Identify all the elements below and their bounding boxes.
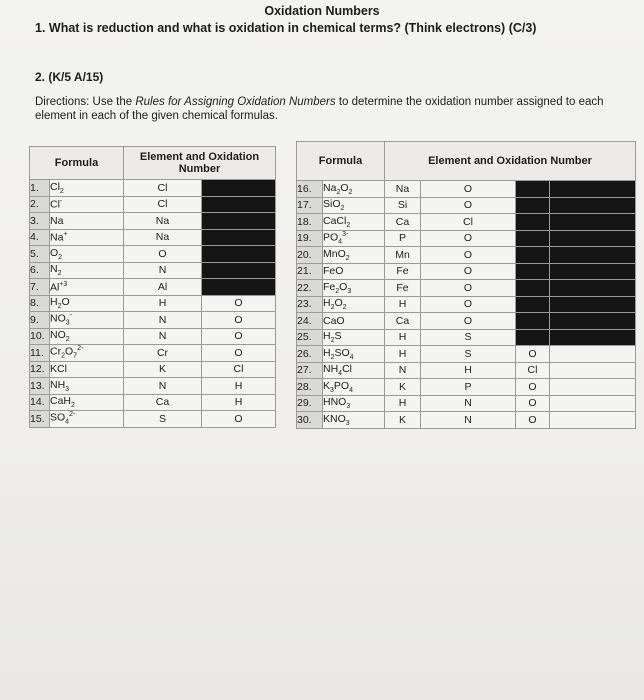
formula-sub2: 2 bbox=[348, 188, 353, 196]
row-number: 18. bbox=[297, 214, 323, 231]
table-row bbox=[30, 328, 276, 345]
row-number: 30. bbox=[297, 412, 323, 429]
element-cell[interactable]: N bbox=[124, 328, 202, 345]
element-cell[interactable]: O bbox=[421, 247, 516, 264]
formula-cell bbox=[323, 362, 385, 379]
formula-sub: 2 bbox=[336, 188, 341, 196]
formula-base: SO bbox=[50, 411, 66, 424]
formula-cell bbox=[323, 214, 385, 231]
table-header-row bbox=[297, 142, 636, 181]
formula-cell bbox=[50, 394, 124, 411]
element-cell[interactable]: Fe bbox=[385, 263, 421, 280]
row-number: 17. bbox=[297, 197, 323, 214]
blocked-cell bbox=[202, 229, 276, 246]
element-cell[interactable]: O bbox=[202, 345, 276, 362]
element-cell[interactable]: Cl bbox=[124, 196, 202, 213]
formula-cell bbox=[50, 213, 124, 230]
blocked-cell bbox=[516, 181, 550, 198]
formula-sup: 2- bbox=[77, 345, 84, 353]
formula-sub: 2 bbox=[340, 205, 345, 213]
blocked-cell bbox=[202, 196, 276, 213]
element-cell[interactable]: Cl bbox=[202, 361, 276, 378]
element-cell[interactable]: Fe bbox=[385, 280, 421, 297]
element-cell[interactable]: O bbox=[202, 411, 276, 428]
formula-cell bbox=[50, 279, 124, 296]
element-cell[interactable]: N bbox=[421, 395, 516, 412]
table-row bbox=[30, 361, 276, 378]
element-cell[interactable]: Al bbox=[124, 279, 202, 296]
formula-base: Fe bbox=[323, 280, 336, 293]
formula-base: HNO bbox=[323, 396, 347, 409]
element-cell[interactable]: Si bbox=[385, 197, 421, 214]
question-1: 1. What is reduction and what is oxidation in chemical terms? (Think electrons) (C/3) bbox=[35, 21, 537, 35]
element-cell[interactable]: Ca bbox=[124, 394, 202, 411]
formula-sub: 2 bbox=[335, 287, 340, 295]
element-cell[interactable]: H bbox=[385, 296, 421, 313]
table-row bbox=[297, 197, 636, 214]
element-cell[interactable]: N bbox=[385, 362, 421, 379]
row-number: 14. bbox=[30, 394, 50, 411]
element-cell[interactable]: H bbox=[202, 394, 276, 411]
table-row bbox=[297, 247, 636, 264]
table-row bbox=[297, 412, 636, 429]
table-row bbox=[30, 279, 276, 296]
directions-prefix: Directions: Use the bbox=[35, 96, 136, 108]
element-cell[interactable]: S bbox=[124, 411, 202, 428]
blocked-cell bbox=[516, 230, 550, 247]
formula-cell bbox=[50, 345, 124, 362]
element-cell[interactable]: O bbox=[202, 312, 276, 329]
formula-cell bbox=[50, 180, 124, 197]
table-header-row bbox=[30, 147, 276, 180]
row-number: 25. bbox=[297, 329, 323, 346]
element-cell[interactable]: H bbox=[385, 395, 421, 412]
element-cell[interactable]: H bbox=[421, 362, 516, 379]
element-cell[interactable]: O bbox=[202, 328, 276, 345]
blocked-cell bbox=[516, 197, 550, 214]
element-cell[interactable]: O bbox=[516, 395, 550, 412]
blocked-cell bbox=[550, 263, 636, 280]
table-row bbox=[297, 329, 636, 346]
row-number: 13. bbox=[30, 378, 50, 395]
formula-base: Al bbox=[50, 281, 60, 293]
row-number: 24. bbox=[297, 313, 323, 330]
formula-base2: PO bbox=[333, 379, 350, 392]
element-cell[interactable]: N bbox=[124, 312, 202, 329]
formula-sub2: 3 bbox=[347, 287, 352, 295]
formula-sub: 2 bbox=[57, 303, 62, 311]
formula-base: Na bbox=[50, 214, 64, 227]
element-cell[interactable]: Cl bbox=[421, 214, 516, 231]
formula-sub: 2 bbox=[345, 254, 350, 262]
blocked-cell bbox=[516, 280, 550, 297]
formula-cell bbox=[50, 361, 124, 378]
element-cell[interactable]: O bbox=[421, 230, 516, 247]
formula-base: H bbox=[323, 346, 331, 359]
blocked-cell bbox=[202, 262, 276, 279]
table-row bbox=[30, 394, 276, 411]
table-row bbox=[30, 213, 276, 230]
table-row bbox=[297, 181, 636, 198]
blocked-cell bbox=[202, 213, 276, 230]
formula-sub: 2 bbox=[61, 353, 65, 361]
directions-rules-title: Rules for Assigning Oxidation Numbers bbox=[135, 96, 336, 108]
row-number: 11. bbox=[30, 345, 50, 362]
table-row bbox=[297, 214, 636, 231]
formula-base: Na bbox=[323, 181, 337, 194]
formula-sub: 3 bbox=[65, 320, 70, 328]
formula-base: NO bbox=[50, 312, 66, 325]
formula-sup: 3- bbox=[342, 230, 349, 238]
table-row bbox=[30, 411, 276, 428]
blocked-cell bbox=[550, 230, 636, 247]
table-row bbox=[30, 378, 276, 395]
formula-base: H bbox=[50, 296, 58, 309]
row-number: 20. bbox=[297, 247, 323, 264]
formula-sub: 4 bbox=[338, 370, 343, 378]
oxidation-table-right bbox=[296, 141, 636, 429]
formula-base: MnO bbox=[323, 247, 346, 260]
formula-base2: O bbox=[334, 297, 343, 310]
page-title: Oxidation Numbers bbox=[264, 4, 380, 18]
element-cell[interactable]: Na bbox=[385, 181, 421, 198]
formula-base: NH bbox=[50, 378, 66, 391]
formula-sub: 3 bbox=[65, 385, 70, 393]
blocked-cell bbox=[202, 279, 276, 296]
formula-cell bbox=[50, 262, 124, 279]
formula-cell bbox=[323, 329, 385, 346]
formula-cell bbox=[50, 229, 124, 246]
element-cell[interactable]: K bbox=[385, 412, 421, 429]
row-number: 1. bbox=[30, 180, 50, 197]
table-row bbox=[30, 229, 276, 246]
formula-base: O bbox=[50, 246, 59, 259]
formula-sub: 2 bbox=[57, 270, 62, 278]
element-cell[interactable]: K bbox=[385, 379, 421, 396]
element-cell[interactable]: Na bbox=[124, 213, 202, 230]
blocked-cell bbox=[516, 263, 550, 280]
formula-base: Cr bbox=[50, 345, 62, 358]
formula-sub: 2 bbox=[346, 221, 351, 229]
formula-sub2: 2 bbox=[342, 304, 347, 312]
blocked-cell bbox=[550, 197, 636, 214]
element-cell[interactable]: P bbox=[421, 379, 516, 396]
element-cell[interactable]: S bbox=[421, 329, 516, 346]
oxidation-table-left bbox=[29, 146, 276, 428]
formula-sub2: 4 bbox=[349, 386, 353, 394]
formula-base: Cl bbox=[50, 198, 60, 211]
formula-base: CaCl bbox=[323, 214, 347, 227]
row-number: 15. bbox=[30, 411, 50, 428]
row-number: 12. bbox=[30, 361, 50, 378]
directions-suffix: to determine the oxidation number assigned to each element in each of the given chemical formulas. bbox=[35, 96, 604, 122]
table-row bbox=[297, 379, 636, 396]
blocked-cell bbox=[516, 247, 550, 264]
formula-sub: 2 bbox=[58, 253, 63, 261]
formula-cell bbox=[323, 263, 385, 280]
element-cell[interactable]: Cr bbox=[124, 345, 202, 362]
blocked-cell bbox=[516, 214, 550, 231]
answer-cell[interactable] bbox=[550, 346, 636, 363]
formula-base: Cl bbox=[50, 180, 60, 193]
table-row bbox=[30, 312, 276, 329]
element-cell[interactable]: Mn bbox=[385, 247, 421, 264]
formula-sub2: 4 bbox=[349, 353, 354, 361]
blocked-cell bbox=[550, 329, 636, 346]
formula-base: PO bbox=[323, 231, 339, 244]
row-number: 6. bbox=[30, 262, 50, 279]
formula-cell bbox=[323, 181, 385, 198]
element-cell[interactable]: K bbox=[124, 361, 202, 378]
element-cell[interactable]: O bbox=[202, 295, 276, 312]
directions-text bbox=[35, 95, 625, 123]
element-cell[interactable]: Ca bbox=[385, 313, 421, 330]
row-number: 5. bbox=[30, 246, 50, 263]
answer-cell[interactable] bbox=[550, 379, 636, 396]
row-number: 27. bbox=[297, 362, 323, 379]
formula-sub: 4 bbox=[338, 238, 343, 246]
answer-cell[interactable] bbox=[550, 362, 636, 379]
formula-cell bbox=[323, 280, 385, 297]
element-cell[interactable]: S bbox=[421, 346, 516, 363]
answer-cell[interactable] bbox=[550, 395, 636, 412]
formula-base2: O bbox=[61, 296, 70, 309]
element-oxidation-header: Element and Oxidation Number bbox=[385, 142, 636, 181]
blocked-cell bbox=[550, 214, 636, 231]
element-oxidation-header: Element and Oxidation Number bbox=[124, 147, 276, 180]
formula-base2: SO bbox=[334, 346, 350, 359]
row-number: 23. bbox=[297, 296, 323, 313]
table-row bbox=[30, 345, 276, 362]
formula-cell bbox=[50, 378, 124, 395]
formula-sub: 2 bbox=[330, 353, 335, 361]
formula-base2: O bbox=[65, 345, 74, 358]
row-number: 3. bbox=[30, 213, 50, 230]
formula-cell bbox=[50, 328, 124, 345]
formula-sub: 3 bbox=[345, 419, 350, 427]
table-row bbox=[30, 262, 276, 279]
table-row bbox=[297, 395, 636, 412]
formula-cell bbox=[323, 412, 385, 429]
formula-sub: 2 bbox=[330, 304, 335, 312]
formula-sup: - bbox=[59, 198, 63, 205]
element-cell[interactable]: H bbox=[124, 295, 202, 312]
formula-cell bbox=[50, 411, 124, 428]
element-cell[interactable]: N bbox=[124, 378, 202, 395]
element-cell[interactable]: N bbox=[124, 262, 202, 279]
formula-sub: 4 bbox=[65, 419, 70, 427]
formula-cell bbox=[323, 230, 385, 247]
element-cell[interactable]: O bbox=[124, 246, 202, 263]
table-row bbox=[297, 346, 636, 363]
table-row bbox=[297, 313, 636, 330]
blocked-cell bbox=[202, 180, 276, 197]
formula-sup: - bbox=[69, 312, 72, 320]
row-number: 21. bbox=[297, 263, 323, 280]
blocked-cell bbox=[550, 296, 636, 313]
formula-cell bbox=[323, 395, 385, 412]
blocked-cell bbox=[516, 313, 550, 330]
element-cell[interactable]: P bbox=[385, 230, 421, 247]
table-row bbox=[297, 230, 636, 247]
element-cell[interactable]: O bbox=[421, 197, 516, 214]
blocked-cell bbox=[550, 313, 636, 330]
formula-cell bbox=[50, 196, 124, 213]
element-cell[interactable]: O bbox=[421, 280, 516, 297]
row-number: 9. bbox=[30, 312, 50, 329]
question-2: 2. (K/5 A/15) bbox=[35, 70, 104, 84]
table-row bbox=[297, 296, 636, 313]
element-cell[interactable]: O bbox=[421, 296, 516, 313]
row-number: 16. bbox=[297, 181, 323, 198]
element-cell[interactable]: O bbox=[421, 181, 516, 198]
formula-cell bbox=[323, 197, 385, 214]
element-cell[interactable]: Cl bbox=[124, 180, 202, 197]
formula-cell bbox=[323, 247, 385, 264]
table-row bbox=[30, 196, 276, 213]
formula-base: NH bbox=[323, 363, 339, 376]
row-number: 7. bbox=[30, 279, 50, 296]
formula-sup: + bbox=[63, 231, 68, 238]
blocked-cell bbox=[550, 280, 636, 297]
formula-cell bbox=[50, 246, 124, 263]
element-cell[interactable]: H bbox=[385, 346, 421, 363]
formula-base: KCl bbox=[50, 363, 67, 376]
formula-cell bbox=[323, 296, 385, 313]
element-cell[interactable]: Cl bbox=[516, 362, 550, 379]
formula-sub: 2 bbox=[59, 187, 64, 195]
formula-sub: 2 bbox=[71, 402, 75, 410]
row-number: 2. bbox=[30, 196, 50, 213]
row-number: 29. bbox=[297, 395, 323, 412]
formula-sup: +3 bbox=[59, 280, 68, 288]
element-cell[interactable]: O bbox=[516, 346, 550, 363]
formula-base: NO bbox=[50, 329, 66, 342]
element-cell[interactable]: O bbox=[421, 313, 516, 330]
formula-cell bbox=[50, 295, 124, 312]
blocked-cell bbox=[516, 329, 550, 346]
blocked-cell bbox=[550, 247, 636, 264]
formula-base: CaO bbox=[323, 314, 345, 327]
blocked-cell bbox=[516, 296, 550, 313]
row-number: 28. bbox=[297, 379, 323, 396]
formula-sub: 3 bbox=[330, 386, 334, 394]
row-number: 22. bbox=[297, 280, 323, 297]
element-cell[interactable]: N bbox=[421, 412, 516, 429]
formula-base: KNO bbox=[323, 412, 346, 425]
formula-base: Na bbox=[50, 231, 64, 244]
table-row bbox=[297, 263, 636, 280]
element-cell[interactable]: O bbox=[516, 412, 550, 429]
answer-cell[interactable] bbox=[550, 412, 636, 429]
formula-sub2: 7 bbox=[73, 353, 78, 361]
table-row bbox=[297, 280, 636, 297]
formula-cell bbox=[323, 346, 385, 363]
table-row bbox=[30, 295, 276, 312]
blocked-cell bbox=[550, 181, 636, 198]
table-row bbox=[30, 246, 276, 263]
row-number: 10. bbox=[30, 328, 50, 345]
table-row bbox=[30, 180, 276, 197]
element-cell[interactable]: H bbox=[202, 378, 276, 395]
formula-sup: 2- bbox=[69, 411, 76, 419]
formula-base2: O bbox=[340, 181, 349, 194]
formula-cell bbox=[323, 379, 385, 396]
formula-base: CaH bbox=[50, 395, 72, 408]
row-number: 26. bbox=[297, 346, 323, 363]
blocked-cell bbox=[202, 246, 276, 263]
row-number: 19. bbox=[297, 230, 323, 247]
element-cell[interactable]: Na bbox=[124, 229, 202, 246]
formula-base: SiO bbox=[323, 198, 341, 211]
table-row bbox=[297, 362, 636, 379]
formula-base: N bbox=[50, 263, 58, 276]
formula-cell bbox=[323, 313, 385, 330]
formula-sub: 2 bbox=[330, 337, 335, 345]
formula-base: H bbox=[323, 330, 331, 343]
formula-sub: 3 bbox=[346, 403, 351, 411]
element-cell[interactable]: Ca bbox=[385, 214, 421, 231]
formula-header: Formula bbox=[30, 147, 124, 180]
row-number: 4. bbox=[30, 229, 50, 246]
formula-base: K bbox=[323, 379, 331, 392]
element-cell[interactable]: H bbox=[385, 329, 421, 346]
formula-base2: S bbox=[334, 330, 342, 343]
formula-base2: Cl bbox=[342, 363, 352, 376]
formula-cell bbox=[50, 312, 124, 329]
formula-base: H bbox=[323, 297, 331, 310]
formula-base: FeO bbox=[323, 265, 344, 278]
formula-base2: O bbox=[339, 280, 348, 293]
formula-sub: 2 bbox=[65, 336, 70, 344]
element-cell[interactable]: O bbox=[516, 379, 550, 396]
element-cell[interactable]: O bbox=[421, 263, 516, 280]
formula-header: Formula bbox=[297, 142, 385, 181]
row-number: 8. bbox=[30, 295, 50, 312]
